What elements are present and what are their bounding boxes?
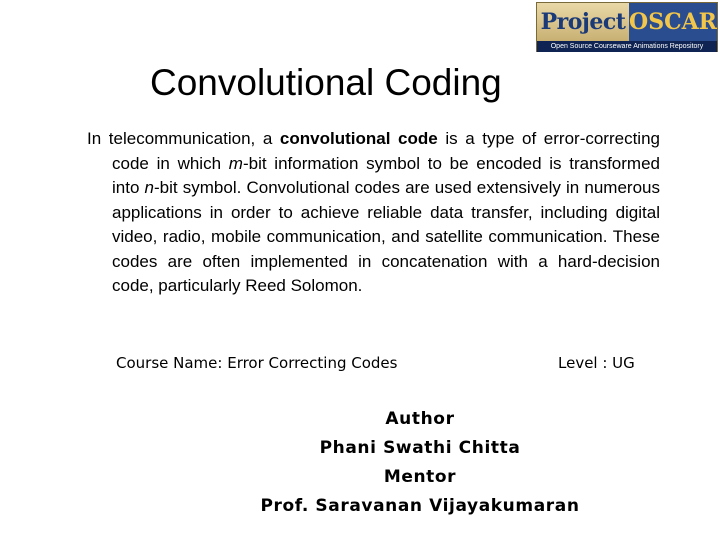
logo-wordmark (537, 3, 717, 41)
intro-paragraph (87, 127, 660, 299)
credits-block (150, 405, 690, 521)
paragraph-m: m (228, 153, 243, 173)
mentor-name: Prof. Saravanan Vijayakumaran (260, 496, 580, 516)
course-level: Level : UG (558, 354, 635, 372)
paragraph-mid2: -bit information symbol to be encoded is transformed into (112, 153, 660, 197)
paragraph-line-1 (87, 127, 660, 299)
logo-project-text: Project (537, 3, 629, 41)
paragraph-pre: In telecommunication, a (87, 129, 280, 148)
slide-title: Convolutional Coding (150, 62, 502, 103)
author-label: Author (385, 409, 455, 429)
logo-oscar-text: OSCAR (629, 3, 717, 41)
logo-tagline: Open Source Courseware Animations Repository (537, 41, 717, 52)
course-name: Course Name: Error Correcting Codes (116, 354, 398, 372)
project-oscar-logo (536, 2, 718, 52)
paragraph-mid1: is a type of error-correcting code in which (112, 129, 660, 173)
paragraph-post: -bit symbol. Convolutional codes are used extensively in numerous applications in order to achieve reliable data transfer, including digital video, radio, mobile communication, and satellite communication. These codes are often implemented in concatenation with a hard-decision code, particularly Reed Solomon. (112, 178, 660, 295)
paragraph-bold-term: convolutional code (279, 129, 438, 148)
mentor-label: Mentor (383, 467, 457, 487)
author-name: Phani Swathi Chitta (319, 438, 521, 458)
paragraph-n: n (144, 178, 155, 197)
